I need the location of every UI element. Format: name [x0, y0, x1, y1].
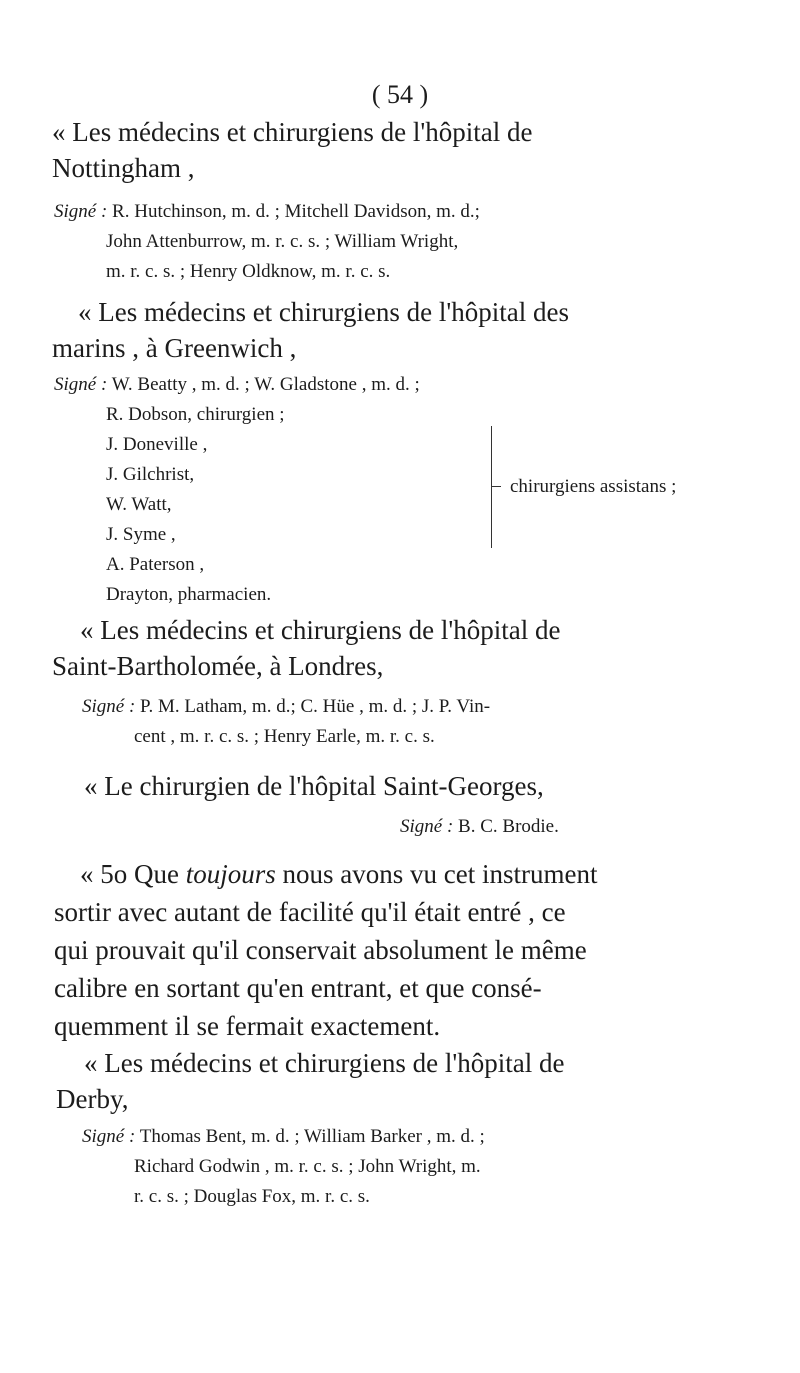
emphasis-text: toujours [185, 859, 276, 889]
nottingham-signatures [54, 197, 480, 287]
paragraph-text: nous avons vu cet instrument [282, 859, 598, 889]
assistant-name: J. Syme , [106, 524, 176, 545]
saint-georges-heading [84, 768, 544, 804]
paragraph-line: qui prouvait qu'il conservait absolument le même [54, 935, 587, 965]
page-number: ( 54 ) [371, 80, 429, 109]
signature-line: W. Beatty , m. d. ; W. Gladstone , m. d. ; [111, 374, 420, 395]
heading-line: Saint-Bartholomée, à Londres, [52, 651, 384, 681]
heading-line: « Les médecins et chirurgiens de l'hôpital de [52, 117, 533, 147]
heading-line: Derby, [56, 1084, 129, 1114]
greenwich-signatures [54, 370, 420, 610]
signature-line: B. C. Brodie. [458, 816, 559, 837]
signature-label: Signé : [82, 696, 136, 717]
paragraph-line: sortir avec autant de facilité qu'il était entré , ce [54, 897, 566, 927]
signature-line: P. M. Latham, m. d.; C. Hüe , m. d. ; J. P. Vin- [140, 696, 491, 717]
heading-line: « Le chirurgien de l'hôpital Saint-Georges, [84, 771, 544, 801]
bartholomee-signatures [82, 692, 490, 752]
assistants-brace-tip [491, 486, 501, 487]
heading-line: Nottingham , [52, 153, 195, 183]
assistant-name: W. Watt, [106, 494, 172, 515]
signature-line: m. r. c. s. ; Henry Oldknow, m. r. c. s. [106, 261, 391, 282]
assistants-brace [483, 426, 492, 548]
signature-line: Drayton, pharmacien. [106, 584, 272, 605]
signature-line: Richard Godwin , m. r. c. s. ; John Wright, m. [134, 1156, 481, 1177]
greenwich-heading [52, 294, 569, 366]
nottingham-heading [52, 114, 532, 186]
heading-line: « Les médecins et chirurgiens de l'hôpital des [78, 297, 569, 327]
paragraph-line: calibre en sortant qu'en entrant, et que consé- [54, 973, 542, 1003]
signature-line: R. Dobson, chirurgien ; [106, 404, 285, 425]
assistant-name: J. Gilchrist, [106, 464, 195, 485]
paragraph-text: « 5o Que [80, 859, 179, 889]
signature-label: Signé : [54, 201, 108, 222]
signature-line: r. c. s. ; Douglas Fox, m. r. c. s. [134, 1186, 370, 1207]
derby-heading [56, 1045, 565, 1117]
signature-label: Signé : [82, 1126, 136, 1147]
heading-line: marins , à Greenwich , [52, 333, 297, 363]
saint-georges-signature [400, 812, 559, 842]
heading-line: « Les médecins et chirurgiens de l'hôpital de [84, 1048, 565, 1078]
signature-line: R. Hutchinson, m. d. ; Mitchell Davidson, m. d.; [112, 201, 480, 222]
signature-label: Signé : [54, 374, 108, 395]
assistants-label: chirurgiens assistans ; [510, 476, 677, 497]
bartholomee-heading [52, 612, 561, 684]
paragraph-line: quemment il se fermait exactement. [54, 1011, 441, 1041]
signature-line: Thomas Bent, m. d. ; William Barker , m. d. ; [139, 1126, 485, 1147]
signature-line: cent , m. r. c. s. ; Henry Earle, m. r. c. s. [134, 726, 435, 747]
assistant-name: J. Doneville , [106, 434, 208, 455]
signature-line: John Attenburrow, m. r. c. s. ; William Wright, [106, 231, 459, 252]
body-paragraph [54, 855, 598, 1045]
assistant-name: A. Paterson , [106, 554, 205, 575]
signature-label: Signé : [400, 816, 454, 837]
derby-signatures [82, 1122, 485, 1212]
heading-line: « Les médecins et chirurgiens de l'hôpital de [80, 615, 561, 645]
